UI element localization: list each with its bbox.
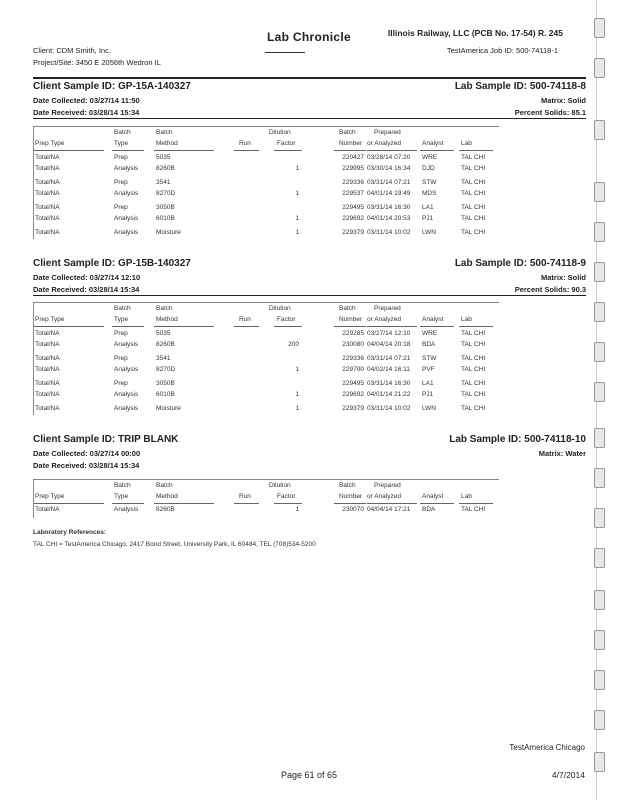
cell: TAL CHI [461,165,486,172]
binder-tab [594,752,605,772]
column-header: Prep Type [35,140,65,147]
date-received: Date Received: 03/28/14 15:34 [33,461,140,470]
cell: Total/NA [35,179,60,186]
cell: 229692 [342,391,364,398]
cell: TAL CHI [461,229,486,236]
cell: 03/31/14 16:30 [367,204,411,211]
cell: Analysis [114,341,139,348]
cell: 1 [295,391,299,398]
cell: 5035 [156,330,171,337]
cell: 229285 [342,330,364,337]
column-header: Batch [114,129,131,136]
cell: 230080 [342,341,364,348]
cell: LA1 [422,204,434,211]
table-row [34,391,499,402]
column-header: Dilution [269,305,291,312]
header-underline [367,503,417,504]
cell: WRE [422,330,438,337]
header-rule [33,77,586,79]
section-rule [33,295,586,296]
cell: 3541 [156,355,171,362]
column-header: Number [339,493,363,500]
cell: BDA [422,506,436,513]
client-sample-id: Client Sample ID: GP-15A-140327 [33,81,191,92]
header-underline [459,326,493,327]
binder-tab [594,468,605,488]
header-underline [234,503,259,504]
cell: 8260B [156,506,175,513]
cell: Total/NA [35,330,60,337]
column-header: Method [156,316,178,323]
cell: 03/28/14 07:20 [367,154,411,161]
table-row [34,229,499,240]
binder-tab [594,382,605,402]
cell: STW [422,179,437,186]
chronicle-table [33,479,499,518]
cell: 1 [295,366,299,373]
column-header: Factor [277,140,296,147]
binder-tab [594,548,605,568]
title-underline [265,52,305,53]
cell: TAL CHI [461,341,486,348]
chronicle-table [33,126,499,239]
references-label: Laboratory References: [33,529,106,536]
cell: TAL CHI [461,391,486,398]
table-row [34,154,499,165]
header-underline [420,150,454,151]
column-header: Run [239,140,251,147]
column-header: Batch [114,482,131,489]
column-header: or Analyzed [367,316,401,323]
cell: TAL CHI [461,380,486,387]
cell: TAL CHI [461,154,486,161]
column-header: Run [239,493,251,500]
cell: 03/31/14 07:21 [367,355,411,362]
cell: Total/NA [35,380,60,387]
cell: 1 [295,229,299,236]
cell: 8260B [156,165,175,172]
cell: Prep [114,380,128,387]
header-underline [112,503,144,504]
cell: 229995 [342,165,364,172]
matrix: Matrix: Solid [540,96,586,105]
column-header: Lab [461,493,472,500]
table-row [34,204,499,215]
column-header: Type [114,316,129,323]
cell: TAL CHI [461,179,486,186]
binder-tab [594,428,605,448]
column-header: Analyst [422,316,444,323]
binder-tab [594,670,605,690]
cell: Prep [114,154,128,161]
column-header: Dilution [269,129,291,136]
cell: STW [422,355,437,362]
cell: 229379 [342,229,364,236]
lab-sample-id: Lab Sample ID: 500-74118-8 [454,81,586,92]
cell: 03/31/14 10:02 [367,229,411,236]
column-header: Lab [461,316,472,323]
cell: Total/NA [35,154,60,161]
date-collected: Date Collected: 03/27/14 11:50 [33,96,140,105]
date-received: Date Received: 03/28/14 15:34 [33,285,140,294]
matrix: Matrix: Water [538,449,586,458]
binder-tab [594,222,605,242]
cell: 229495 [342,380,364,387]
column-header: Batch [156,482,173,489]
cell: TAL CHI [461,366,486,373]
cell: 229700 [342,366,364,373]
cell: 04/04/14 17:21 [367,506,411,513]
column-header: Prepared [374,482,401,489]
column-header: Prepared [374,305,401,312]
cell: 04/01/14 19:49 [367,190,411,197]
footer-date: 4/7/2014 [551,770,585,780]
cell: DJD [422,165,435,172]
cell: MDS [422,190,437,197]
binder-tab [594,120,605,140]
header-underline [367,326,417,327]
column-header: Analyst [422,140,444,147]
cell: BDA [422,341,436,348]
cell: Total/NA [35,341,60,348]
cell: Analysis [114,229,139,236]
cell: 200 [288,341,299,348]
header-underline [420,326,454,327]
sample-section [33,258,586,418]
cell: Analysis [114,391,139,398]
cell: Total/NA [35,506,60,513]
header-underline [274,326,302,327]
cell: 3050B [156,380,175,387]
cell: Total/NA [35,215,60,222]
table-row [34,179,499,190]
binder-tab [594,58,605,78]
header-underline [34,326,104,327]
cell: 8260B [156,341,175,348]
column-header: or Analyzed [367,140,401,147]
column-header: Analyst [422,493,444,500]
header-underline [274,503,302,504]
cell: 03/30/14 16:34 [367,165,411,172]
cell: 04/01/14 20:53 [367,215,411,222]
cell: TAL CHI [461,215,486,222]
cell: TAL CHI [461,355,486,362]
cell: Analysis [114,405,139,412]
cell: 229336 [342,179,364,186]
header-underline [154,150,214,151]
cell: 1 [295,405,299,412]
cell: 220427 [342,154,364,161]
references-text: TAL CHI = TestAmerica Chicago, 2417 Bond Street, University Park, IL 60484, TEL (708)534-5200 [33,541,316,548]
header-underline [154,326,214,327]
date-received: Date Received: 03/28/14 15:34 [33,108,140,117]
cell: 03/27/14 12:10 [367,330,411,337]
header-underline [334,150,366,151]
cell: Total/NA [35,204,60,211]
binder-tab [594,590,605,610]
cell: 3541 [156,179,171,186]
cell: 229379 [342,405,364,412]
cell: 8270D [156,190,176,197]
cell: 229537 [342,190,364,197]
cell: 230070 [342,506,364,513]
cell: Total/NA [35,165,60,172]
header-underline [112,150,144,151]
column-header: Prepared [374,129,401,136]
cell: 04/04/14 20:18 [367,341,411,348]
footer-lab-name: TestAmerica Chicago [509,743,585,752]
section-rule [33,118,586,119]
column-header: Prep Type [35,316,65,323]
header-underline [334,326,366,327]
cell: Prep [114,330,128,337]
binder-tab [594,508,605,528]
column-header: Factor [277,316,296,323]
table-row [34,341,499,352]
cell: 6010B [156,215,175,222]
cell: 229336 [342,355,364,362]
cell: Total/NA [35,229,60,236]
column-header: Batch [156,305,173,312]
cell: WRE [422,154,438,161]
client-sample-id: Client Sample ID: GP-15B-140327 [33,258,191,269]
column-header: Type [114,493,129,500]
table-row [34,380,499,391]
cell: 1 [295,165,299,172]
cell: 229495 [342,204,364,211]
cell: LWN [422,405,436,412]
table-row [34,366,499,377]
binder-tab [594,342,605,362]
table-row [34,330,499,341]
column-header: or Analyzed [367,493,401,500]
cell: 3050B [156,204,175,211]
column-header: Lab [461,140,472,147]
cell: 03/31/14 07:21 [367,179,411,186]
cell: TAL CHI [461,330,486,337]
client-sample-id: Client Sample ID: TRIP BLANK [33,434,179,445]
header-underline [334,503,366,504]
column-header: Run [239,316,251,323]
table-row [34,165,499,176]
cell: Prep [114,204,128,211]
job-id: TestAmerica Job ID: 500-74118-1 [446,46,558,55]
percent-solids: Percent Solids: 85.1 [514,108,586,117]
cell: Analysis [114,190,139,197]
cell: Moisture [156,229,181,236]
sample-section [33,434,586,519]
column-header: Method [156,140,178,147]
cell: Total/NA [35,355,60,362]
page-title: Lab Chronicle [267,30,351,44]
column-header: Method [156,493,178,500]
cell: TAL CHI [461,204,486,211]
header-underline [234,150,259,151]
column-header: Prep Type [35,493,65,500]
column-header: Batch [339,305,356,312]
binder-tab [594,18,605,38]
cell: 1 [295,506,299,513]
cell: PJ1 [422,215,434,222]
cell: 5035 [156,154,171,161]
header-underline [112,326,144,327]
cell: 6010B [156,391,175,398]
cell: Analysis [114,366,139,373]
cell: Total/NA [35,405,60,412]
table-row [34,355,499,366]
cell: PVF [422,366,435,373]
cell: LWN [422,229,436,236]
cell: TAL CHI [461,190,486,197]
cell: Analysis [114,215,139,222]
column-header: Batch [339,482,356,489]
binder-tab [594,710,605,730]
header-underline [459,503,493,504]
cell: Analysis [114,165,139,172]
percent-solids: Percent Solids: 90.3 [514,285,586,294]
cell: 1 [295,190,299,197]
table-row [34,190,499,201]
case-reference: Illinois Railway, LLC (PCB No. 17-54) R. 245 [387,28,563,38]
cell: 03/31/14 16:30 [367,380,411,387]
column-header: Dilution [269,482,291,489]
client-name: Client: CDM Smith, Inc. [33,46,111,55]
table-row [34,506,499,517]
cell: TAL CHI [461,506,486,513]
project-site: Project/Site: 3450 E 2056th Wedron IL [33,58,161,67]
cell: Moisture [156,405,181,412]
date-collected: Date Collected: 03/27/14 12:10 [33,273,141,282]
header-underline [34,150,104,151]
chronicle-table [33,302,499,415]
header-underline [367,150,417,151]
cell: Prep [114,355,128,362]
date-collected: Date Collected: 03/27/14 00:00 [33,449,141,458]
cell: Analysis [114,506,139,513]
header-underline [459,150,493,151]
cell: LA1 [422,380,434,387]
header-underline [34,503,104,504]
cell: Total/NA [35,366,60,373]
cell: 229692 [342,215,364,222]
header-underline [154,503,214,504]
cell: 03/31/14 10:02 [367,405,411,412]
cell: 04/02/14 16:11 [367,366,410,373]
cell: 8270D [156,366,176,373]
cell: 1 [295,215,299,222]
sample-section [33,81,586,241]
column-header: Number [339,140,363,147]
column-header: Type [114,140,129,147]
header-underline [234,326,259,327]
lab-sample-id: Lab Sample ID: 500-74118-9 [454,258,586,269]
header-underline [274,150,302,151]
column-header: Batch [156,129,173,136]
matrix: Matrix: Solid [540,273,586,282]
cell: Total/NA [35,391,60,398]
header-underline [420,503,454,504]
table-row [34,405,499,416]
column-header: Number [339,316,363,323]
column-header: Batch [114,305,131,312]
binder-tab [594,182,605,202]
table-row [34,215,499,226]
binder-tab [594,262,605,282]
column-header: Factor [277,493,296,500]
binder-tab [594,630,605,650]
column-header: Batch [339,129,356,136]
cell: Total/NA [35,190,60,197]
cell: 04/01/14 21:22 [367,391,411,398]
cell: Prep [114,179,128,186]
cell: PJ1 [422,391,434,398]
page-number: Page 61 of 65 [280,770,338,780]
binder-tab [594,302,605,322]
lab-sample-id: Lab Sample ID: 500-74118-10 [449,434,586,445]
cell: TAL CHI [461,405,486,412]
